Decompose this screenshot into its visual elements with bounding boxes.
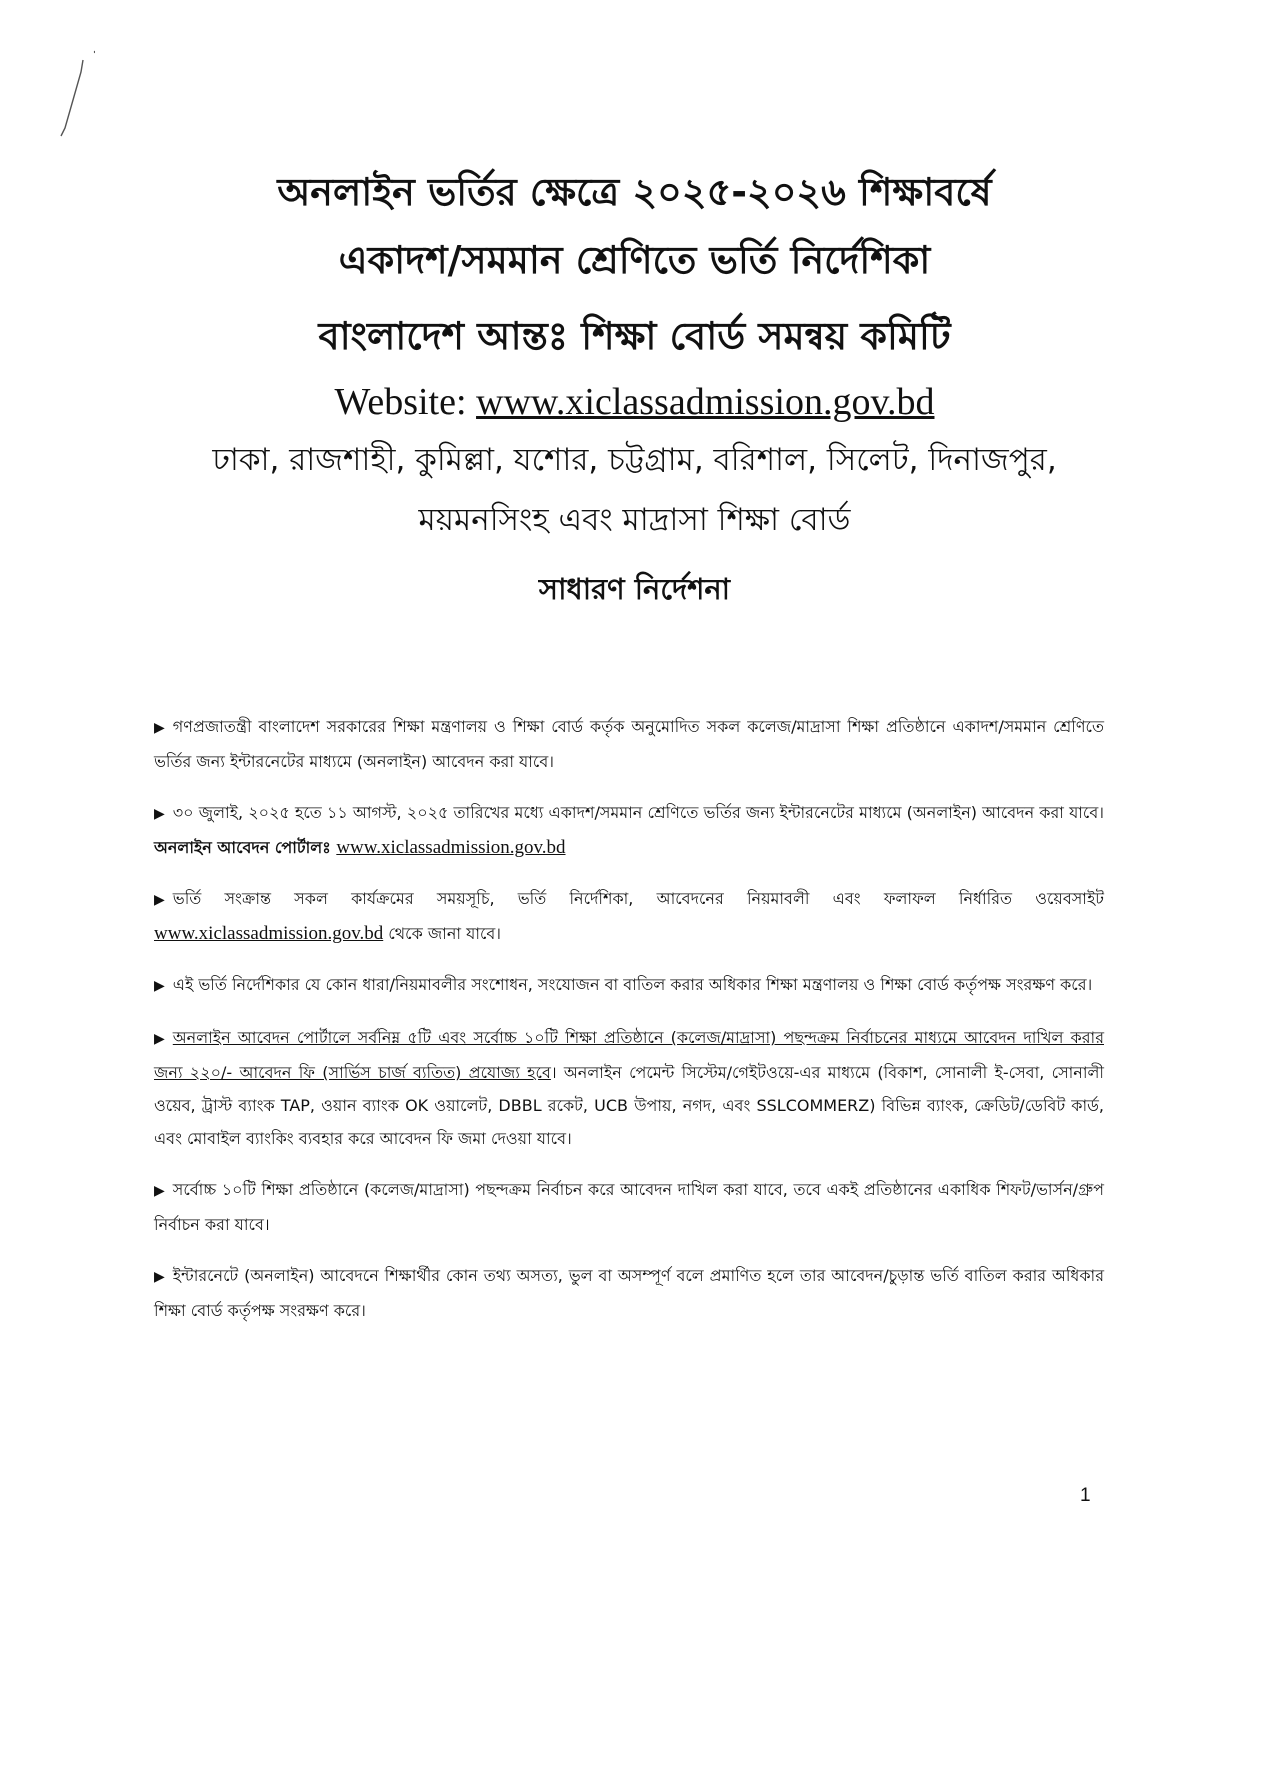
instruction-text: গণপ্রজাতন্ত্রী বাংলাদেশ সরকারের শিক্ষা মন্ত্রণালয় ও শিক্ষা বোর্ড কর্তৃক অনুমোদিত সকল কলেজ/মাদ্রাসা শিক্ষা প্রতিষ্ঠানে একাদশ/সমমান শ্রেণিতে ভর্তির জন্য ইন্টারনেটের মাধ্যমে (অনলাইন) আবেদন করা যাবে। <box>154 717 1104 771</box>
title-line-2: একাদশ/সমমান শ্রেণিতে ভর্তি নির্দেশিকা <box>338 238 931 282</box>
bullet-arrow-icon: ▶ <box>154 978 165 994</box>
bullet-arrow-icon: ▶ <box>154 1183 165 1199</box>
website-link-inline[interactable]: www.xiclassadmission.gov.bd <box>154 923 384 944</box>
portal-label: অনলাইন আবেদন পোর্টালঃ <box>154 838 337 857</box>
bullet-arrow-icon: ▶ <box>154 892 165 908</box>
instruction-text: ইন্টারনেটে (অনলাইন) আবেদনে শিক্ষার্থীর কোন তথ্য অসত্য, ভুল বা অসম্পূর্ণ বলে প্রমাণিত হলে তার আবেদন/চুড়ান্ত ভর্তি বাতিল করার অধিকার শিক্ষা বোর্ড কর্তৃপক্ষ সংরক্ষণ করে। <box>154 1266 1104 1320</box>
boards-line-1: ঢাকা, রাজশাহী, কুমিল্লা, যশোর, চট্টগ্রাম, বরিশাল, সিলেট, দিনাজপুর, <box>212 442 1057 478</box>
instruction-item <box>154 968 1104 1003</box>
portal-link[interactable]: www.xiclassadmission.gov.bd <box>336 837 566 858</box>
instruction-text: সর্বোচ্চ ১০টি শিক্ষা প্রতিষ্ঠানে (কলেজ/মাদ্রাসা) পছন্দক্রম নির্বাচন করে আবেদন দাখিল করা যাবে, তবে একই প্রতিষ্ঠানের একাধিক শিফট/ভার্সন/গ্রুপ নির্বাচন করা যাবে। <box>154 1180 1104 1234</box>
instruction-item <box>154 1173 1104 1241</box>
title-line-1: অনলাইন ভর্তির ক্ষেত্রে ২০২৫-২০২৬ শিক্ষাবর্ষে <box>277 170 992 214</box>
bullet-arrow-icon: ▶ <box>154 1031 165 1047</box>
boards-line-2: ময়মনসিংহ এবং মাদ্রাসা শিক্ষা বোর্ড <box>418 502 851 538</box>
section-title: সাধারণ নির্দেশনা <box>538 572 731 606</box>
instruction-item <box>154 1259 1104 1327</box>
instruction-item <box>154 796 1104 864</box>
pen-stroke-mark <box>55 50 95 140</box>
instruction-item <box>154 882 1104 950</box>
page-number: 1 <box>1080 1485 1091 1506</box>
instruction-text-tail: থেকে জানা যাবে। <box>383 924 502 943</box>
bullet-arrow-icon: ▶ <box>154 1269 165 1285</box>
instruction-text: এই ভর্তি নির্দেশিকার যে কোন ধারা/নিয়মাবলীর সংশোধন, সংযোজন বা বাতিল করার অধিকার শিক্ষা মন্ত্রণালয় ও শিক্ষা বোর্ড কর্তৃপক্ষ সংরক্ষণ করে। <box>172 975 1093 994</box>
bullet-arrow-icon: ▶ <box>154 806 165 822</box>
website-label: Website: <box>334 381 477 423</box>
website-link[interactable]: www.xiclassadmission.gov.bd <box>476 381 935 423</box>
instruction-text: ভর্তি সংক্রান্ত সকল কার্যক্রমের সময়সূচি, ভর্তি নির্দেশিকা, আবেদনের নিয়মাবলী এবং ফলাফল নির্ধারিত ওয়েবসাইট <box>172 889 1104 908</box>
instruction-text: । অনলাইন পেমেন্ট সিস্টেম/গেইটওয়ে-এর মাধ্যমে (বিকাশ, সোনালী ই-সেবা, সোনালী ওয়েব, ট্রাস্ট ব্যাংক TAP, ওয়ান ব্যাংক OK ওয়ালেট, DBBL রকেট, UCB উপায়, নগদ, এবং SSLCOMMERZ) বিভিন্ন ব্যাংক, ক্রেডিট/ডেবিট কার্ড, এবং মোবাইল ব্যাংকিং ব্যবহার করে আবেদন ফি জমা দেওয়া যাবে। <box>154 1063 1104 1148</box>
instruction-item <box>154 1021 1104 1155</box>
bullet-arrow-icon: ▶ <box>154 720 165 736</box>
general-instructions <box>154 710 1104 1345</box>
committee-title: বাংলাদেশ আন্তঃ শিক্ষা বোর্ড সমন্বয় কমিটি <box>318 314 951 358</box>
instruction-item <box>154 710 1104 778</box>
document-header <box>0 158 1269 614</box>
instruction-text: ৩০ জুলাই, ২০২৫ হতে ১১ আগস্ট, ২০২৫ তারিখের মধ্যে একাদশ/সমমান শ্রেণিতে ভর্তির জন্য ইন্টারনেটের মাধ্যমে (অনলাইন) আবেদন করা যাবে। <box>172 803 1104 822</box>
website-line <box>0 374 1269 430</box>
instruction-text-underlined: অনলাইন আবেদন পোর্টালে সর্বনিম্ন ৫টি এবং সর্বোচ্চ ১০টি শিক্ষা প্রতিষ্ঠানে (কলেজ/মাদ্রাসা) পছন্দক্রম নির্বাচনের মাধ্যমে আবেদন দাখিল করার জন্য ২২০/- আবেদন ফি (সার্ভিস চার্জ ব্যতিত) প্রযোজ্য হবে <box>154 1028 1104 1082</box>
